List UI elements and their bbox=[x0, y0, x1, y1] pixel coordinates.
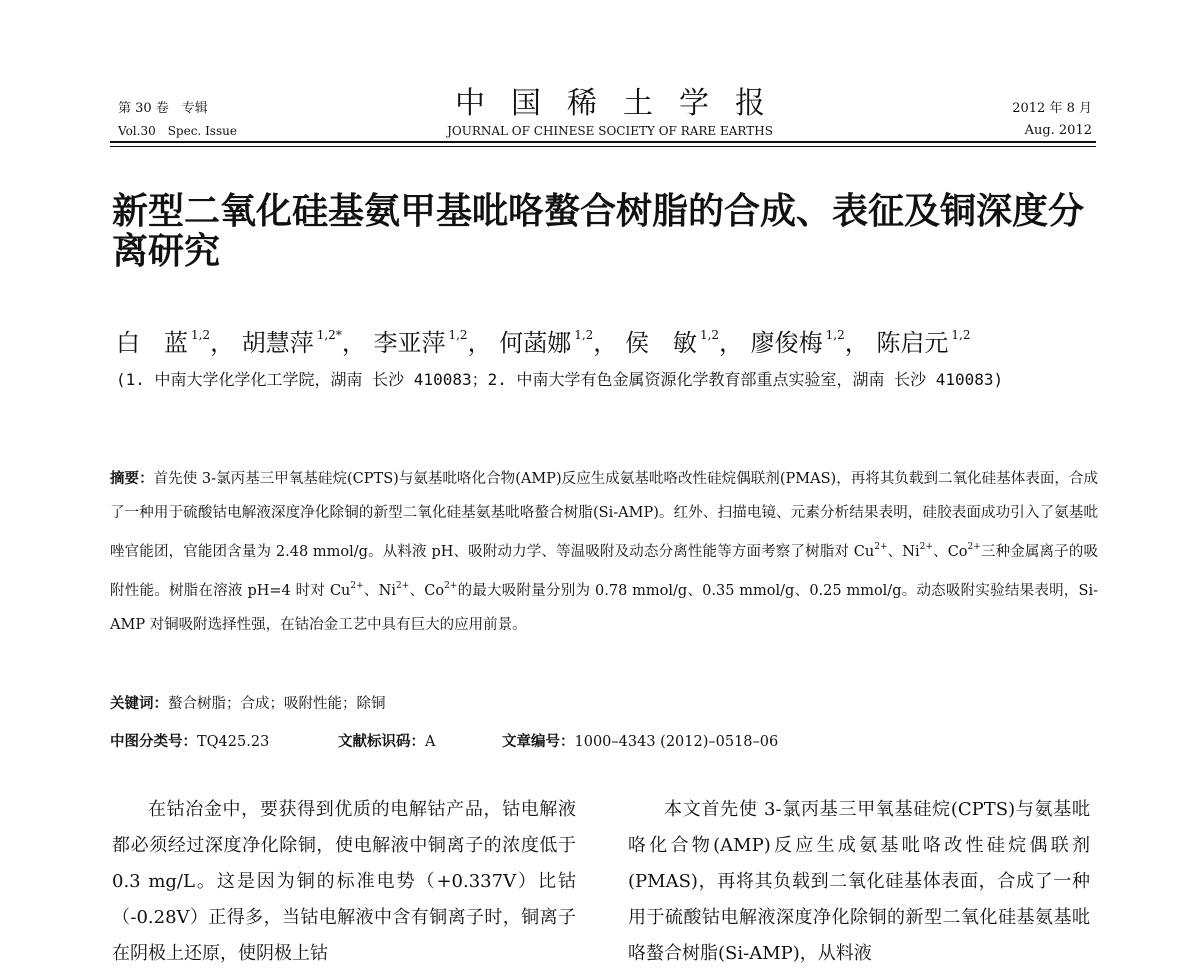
body-column-left bbox=[112, 792, 576, 972]
ion-symbol: Cu bbox=[329, 583, 351, 599]
volume-cn: 第 30 卷 专辑 bbox=[118, 101, 208, 116]
author-name: 廖俊梅 bbox=[750, 329, 823, 357]
volume-info bbox=[118, 98, 237, 142]
doc-code-label: 文献标识码： bbox=[338, 734, 425, 750]
author-separator: ， bbox=[593, 329, 618, 357]
keywords-text: 螯合树脂；合成；吸附性能；除铜 bbox=[168, 696, 386, 712]
author-affiliation-mark: 1,2 bbox=[448, 328, 468, 342]
author bbox=[751, 329, 869, 357]
author bbox=[242, 329, 366, 357]
separator: 、 bbox=[932, 544, 948, 560]
ion-charge: 2+ bbox=[395, 581, 410, 591]
body-column-right bbox=[628, 792, 1090, 972]
article-number-value: 1000–4343 (2012)–0518–06 bbox=[574, 734, 779, 750]
author-separator: ， bbox=[341, 329, 366, 357]
author-list bbox=[116, 318, 971, 360]
author-separator: ， bbox=[210, 329, 235, 357]
abstract-label: 摘要： bbox=[110, 471, 154, 487]
author-affiliation-mark: 1,2 bbox=[699, 328, 720, 342]
author-affiliation-mark: 1,2 bbox=[951, 328, 971, 342]
author-affiliation-mark: 1,2 bbox=[825, 328, 845, 342]
ion-symbol: Ni bbox=[378, 583, 396, 599]
classification-line bbox=[110, 730, 778, 754]
journal-title-en: JOURNAL OF CHINESE SOCIETY OF RARE EARTHS bbox=[447, 124, 773, 138]
author-name: 陈启元 bbox=[876, 329, 949, 357]
clc-value: TQ425.23 bbox=[197, 734, 270, 750]
article-title: 新型二氧化硅基氨甲基吡咯螯合树脂的合成、表征及铜深度分离研究 bbox=[112, 191, 1085, 272]
author-separator: ， bbox=[844, 329, 869, 357]
affiliations: (1. 中南大学化学化工学院，湖南 长沙 410083；2. 中南大学有色金属资源化学教育部重点实验室，湖南 长沙 410083) bbox=[116, 370, 1004, 389]
doc-code-value: A bbox=[425, 734, 436, 750]
article-number-label: 文章编号： bbox=[502, 734, 575, 750]
abstract-text: 三种金属离子的吸附性能。树脂在溶液 pH=4 时对 bbox=[110, 544, 1098, 599]
clc-number bbox=[110, 730, 338, 754]
journal-masthead bbox=[380, 86, 840, 140]
date-cn: 2012 年 8 月 bbox=[1012, 101, 1092, 116]
ion-charge: 2+ bbox=[967, 542, 981, 552]
body-paragraph: 在钴冶金中，要获得到优质的电解钴产品，钴电解液都必须经过深度净化除铜，使电解液中铜离子的浓度低于 0.3 mg/L。这是因为铜的标准电势（+0.337V）比钴（-0.28V）正得多，当钴电解液中含有铜离子时，铜离子在阴极上还原，使阴极上钴 bbox=[112, 799, 576, 964]
author-name: 李亚萍 bbox=[373, 329, 446, 357]
abstract-text: 的最大吸附量分别为 0.78 mmol/g、0.35 mmol/g、0.25 mmol/g。动态吸附实验结果表明，Si-AMP 对铜吸附选择性强，在钴冶金工艺中具有巨大的应用前景。 bbox=[110, 583, 1099, 633]
author-name: 侯 敏 bbox=[624, 329, 697, 357]
author-affiliation-mark: 1,2 bbox=[191, 328, 211, 342]
ion-symbol: Co bbox=[424, 583, 445, 599]
author-name: 白 蓝 bbox=[116, 329, 188, 357]
author bbox=[625, 329, 743, 357]
ion-charge: 2+ bbox=[874, 542, 888, 552]
abstract bbox=[110, 462, 1098, 642]
header-rule-thin bbox=[110, 146, 1096, 147]
clc-label: 中图分类号： bbox=[110, 734, 197, 750]
ion-charge: 2+ bbox=[444, 581, 458, 591]
volume-en: Vol.30 Spec. Issue bbox=[118, 124, 237, 138]
ion-symbol: Ni bbox=[902, 544, 920, 560]
separator: 、 bbox=[887, 544, 903, 560]
author-name: 胡慧萍 bbox=[241, 329, 314, 357]
author-affiliation-mark: 1,2 bbox=[574, 328, 594, 342]
author-separator: ， bbox=[467, 329, 492, 357]
header-rule-thick bbox=[110, 141, 1096, 143]
ion-charge: 2+ bbox=[350, 581, 364, 591]
issue-date bbox=[1012, 98, 1092, 142]
separator: 、 bbox=[409, 583, 425, 599]
document-code bbox=[338, 730, 502, 754]
date-en: Aug. 2012 bbox=[1024, 123, 1092, 138]
keywords-label: 关键词： bbox=[110, 696, 168, 712]
body-paragraph: 本文首先使 3-氯丙基三甲氧基硅烷(CPTS)与氨基吡咯化合物(AMP)反应生成氨基吡咯改性硅烷偶联剂(PMAS)，再将其负载到二氧化硅基体表面，合成了一种用于硫酸钴电解液深度净化除铜的新型二氧化硅基氨基吡咯螯合树脂(Si-AMP)，从料液 bbox=[628, 799, 1090, 964]
author bbox=[373, 329, 491, 357]
ion-charge: 2+ bbox=[919, 542, 933, 552]
author bbox=[499, 329, 617, 357]
author-name: 何菡娜 bbox=[499, 329, 572, 357]
journal-title-cn: 中国稀土学报 bbox=[455, 86, 791, 121]
author-separator: ， bbox=[719, 329, 744, 357]
author bbox=[116, 329, 234, 357]
abstract-text: 首先使 3-氯丙基三甲氧基硅烷(CPTS)与氨基吡咯化合物(AMP)反应生成氨基吡咯改性硅烷偶联剂(PMAS)，再将其负载到二氧化硅基体表面，合成了一种用于硫酸钴电解液深度净化除铜的新型二氧化硅基氨基吡咯螯合树脂(Si-AMP)。红外、扫描电镜、元素分析结果表明，硅胶表面成功引入了氨基吡唑官能团，官能团含量为 2.48 mmol/g。从料液 pH、吸附动力学、等温吸附及动态分离性能等方面考察了树脂对 Cu bbox=[110, 471, 1098, 560]
keywords bbox=[110, 692, 386, 716]
ion-symbol: Co bbox=[947, 544, 968, 560]
separator: 、 bbox=[363, 583, 379, 599]
article-number bbox=[502, 730, 778, 754]
author-affiliation-mark: 1,2* bbox=[316, 328, 342, 342]
author bbox=[876, 329, 970, 357]
